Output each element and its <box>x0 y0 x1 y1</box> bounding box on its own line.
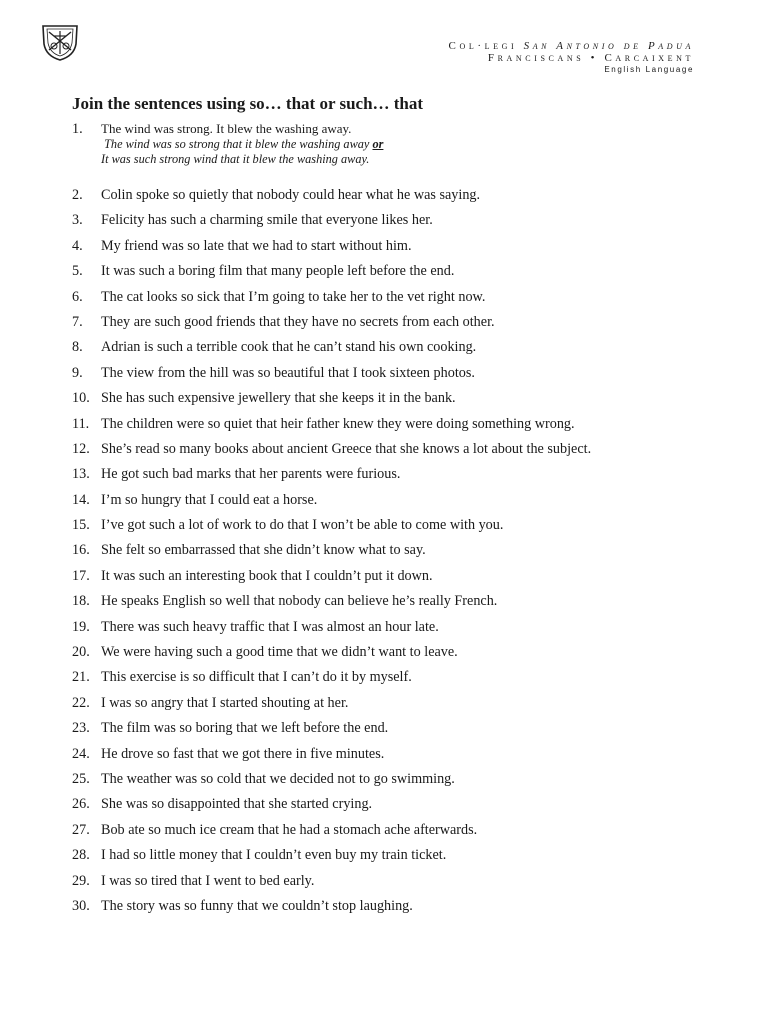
list-item <box>72 386 732 411</box>
item-sentence: The view from the hill was so beautiful that I took sixteen photos. <box>101 364 475 381</box>
order-town-line <box>449 52 694 64</box>
item-sentence: It was such an interesting book that I couldn’t put it down. <box>101 567 433 584</box>
example-answer-b: It was such strong wind that it blew the washing away. <box>101 152 370 166</box>
item-sentence: Felicity has such a charming smile that everyone likes her. <box>101 212 433 229</box>
list-item <box>72 234 732 259</box>
item-sentence: I’ve got such a lot of work to do that I won’t be able to come with you. <box>101 517 504 534</box>
item-sentence: This exercise is so difficult that I can’t do it by myself. <box>101 669 412 686</box>
item-sentence: They are such good friends that they have no secrets from each other. <box>101 313 495 330</box>
item-number: 24. <box>72 745 90 762</box>
item-number: 27. <box>72 821 90 838</box>
school-name-line <box>449 40 694 52</box>
item-number: 28. <box>72 847 90 864</box>
item-number: 30. <box>72 897 90 914</box>
item-sentence: She was so disappointed that she started crying. <box>101 796 373 813</box>
item-number: 18. <box>72 593 90 610</box>
example-answer-a-line <box>101 137 383 152</box>
list-item <box>72 564 732 589</box>
school-prefix: Col·legi <box>448 40 518 52</box>
list-item <box>72 767 732 792</box>
school-name: San Antonio de Padua <box>523 40 694 52</box>
item-sentence: I had so little money that I couldn’t even buy my train ticket. <box>101 847 447 864</box>
page-title: Join the sentences using so… that or such… that <box>72 94 424 113</box>
item-number: 20. <box>72 644 90 661</box>
item-sentence: The cat looks so sick that I’m going to take her to the vet right now. <box>101 288 486 305</box>
list-item <box>72 538 732 563</box>
list-item <box>72 412 732 437</box>
list-item <box>72 183 732 208</box>
item-number: 13. <box>72 466 90 483</box>
item-sentence: She felt so embarrassed that she didn’t know what to say. <box>101 542 426 559</box>
item-number: 25. <box>72 770 90 787</box>
item-number: 3. <box>72 212 83 229</box>
item-sentence: We were having such a good time that we didn’t want to leave. <box>101 644 458 661</box>
order-name: Franciscans <box>487 52 585 64</box>
item-sentence: Colin spoke so quietly that nobody could hear what he was saying. <box>101 187 481 203</box>
item-number: 21. <box>72 669 90 686</box>
item-number: 11. <box>72 415 90 432</box>
list-item <box>72 208 732 233</box>
item-sentence: The story was so funny that we couldn’t stop laughing. <box>101 897 413 914</box>
list-item <box>72 894 732 919</box>
town-name: Carcaixent <box>604 52 694 64</box>
list-item <box>72 361 732 386</box>
school-crest-logo <box>40 22 80 62</box>
list-item <box>72 792 732 817</box>
item-number: 15. <box>72 517 90 534</box>
item-sentence: The children were so quiet that heir father knew they were doing something wrong. <box>101 415 575 432</box>
list-item <box>72 335 732 360</box>
item-number: 19. <box>72 618 90 635</box>
item-number: 2. <box>72 187 83 203</box>
list-item <box>72 285 732 310</box>
item-number: 4. <box>72 237 83 254</box>
list-item <box>72 818 732 843</box>
example-question: The wind was strong. It blew the washing away. <box>101 121 352 136</box>
example-item <box>72 121 732 183</box>
item-number: 17. <box>72 567 90 584</box>
item-number: 6. <box>72 288 83 305</box>
item-sentence: He drove so fast that we got there in five minutes. <box>101 745 385 762</box>
list-item <box>72 742 732 767</box>
item-sentence: He speaks English so well that nobody can believe he’s really French. <box>101 593 498 610</box>
item-number: 14. <box>72 491 90 508</box>
exercise-list <box>72 121 732 919</box>
department-name: English Language <box>604 65 694 74</box>
list-item <box>72 513 732 538</box>
list-item <box>72 437 732 462</box>
item-number: 5. <box>72 263 83 280</box>
item-sentence: She has such expensive jewellery that she keeps it in the bank. <box>101 390 456 407</box>
example-content <box>101 121 383 183</box>
item-sentence: There was such heavy traffic that I was almost an hour late. <box>101 618 439 635</box>
list-item <box>72 615 732 640</box>
list-item <box>72 843 732 868</box>
example-answer-a: The wind was so strong that it blew the washing away <box>104 137 370 151</box>
item-number: 29. <box>72 872 90 889</box>
item-number: 9. <box>72 364 83 381</box>
item-sentence: The weather was so cold that we decided not to go swimming. <box>101 770 455 787</box>
item-number: 12. <box>72 440 90 457</box>
item-sentence: It was such a boring film that many people left before the end. <box>101 263 455 280</box>
item-number: 26. <box>72 796 90 813</box>
list-item <box>72 665 732 690</box>
list-item <box>72 462 732 487</box>
list-item <box>72 310 732 335</box>
item-sentence: He got such bad marks that her parents were furious. <box>101 466 401 483</box>
list-item <box>72 640 732 665</box>
list-item <box>72 488 732 513</box>
item-number: 7. <box>72 313 83 330</box>
item-sentence: My friend was so late that we had to start without him. <box>101 237 412 254</box>
item-number: 16. <box>72 542 90 559</box>
item-number: 8. <box>72 339 83 356</box>
item-number: 10. <box>72 390 90 407</box>
item-sentence: I’m so hungry that I could eat a horse. <box>101 491 318 508</box>
item-sentence: Adrian is such a terrible cook that he can’t stand his own cooking. <box>101 339 477 356</box>
list-item <box>72 716 732 741</box>
item-sentence: Bob ate so much ice cream that he had a stomach ache afterwards. <box>101 821 478 838</box>
item-number: 23. <box>72 720 90 737</box>
item-number: 1. <box>72 121 83 137</box>
list-item <box>72 259 732 284</box>
bullet-separator: • <box>590 52 599 64</box>
list-item <box>72 589 732 614</box>
school-header <box>449 40 694 76</box>
item-sentence: I was so angry that I started shouting at her. <box>101 694 349 711</box>
example-or: or <box>372 137 384 151</box>
list-item <box>72 691 732 716</box>
item-sentence: I was so tired that I went to bed early. <box>101 872 315 889</box>
list-item <box>72 869 732 894</box>
item-number: 22. <box>72 694 90 711</box>
item-sentence: She’s read so many books about ancient Greece that she knows a lot about the subject. <box>101 440 592 457</box>
item-sentence: The film was so boring that we left before the end. <box>101 720 389 737</box>
